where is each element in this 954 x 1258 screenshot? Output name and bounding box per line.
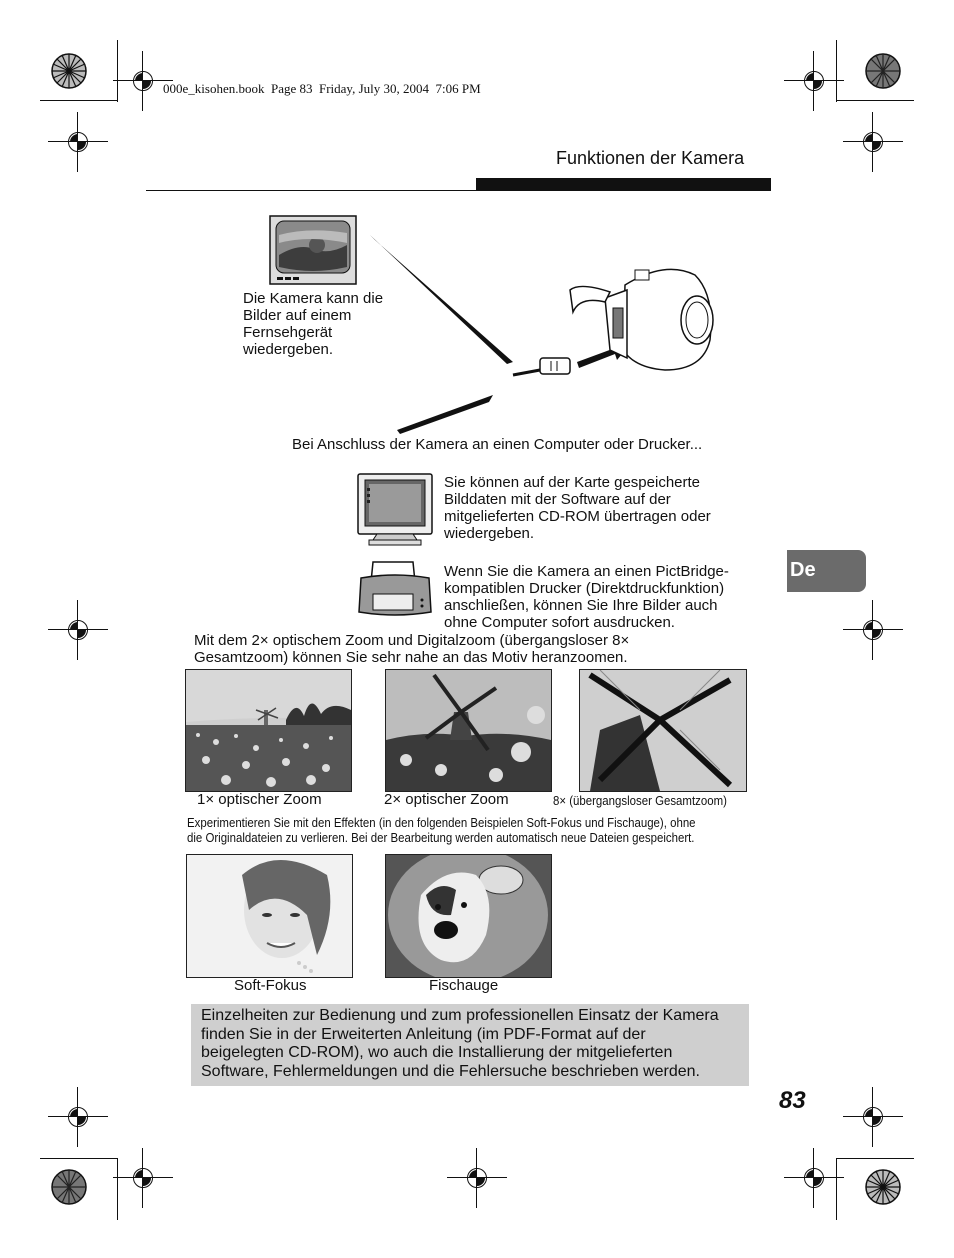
camera-connection-illustration <box>365 230 725 440</box>
language-tab-label: De <box>790 559 816 581</box>
caption-1x-zoom: 1× optischer Zoom <box>197 791 322 808</box>
registration-mark-icon <box>843 112 903 172</box>
file-info-line: 000e_kisohen.book Page 83 Friday, July 30, 2004 7:06 PM <box>163 81 481 96</box>
tv-caption: Die Kamera kann die Bilder auf einem Fernsehgerät wiedergeben. <box>243 290 384 358</box>
info-box <box>191 1004 749 1086</box>
registration-mark-icon <box>784 51 844 111</box>
registration-mark-icon <box>843 600 903 660</box>
section-title: Funktionen der Kamera <box>556 148 745 168</box>
header-bar <box>476 178 771 191</box>
page-number: 83 <box>779 1087 806 1114</box>
registration-mark-icon <box>48 112 108 172</box>
registration-mark-icon <box>447 1148 507 1208</box>
color-target-icon <box>864 52 902 90</box>
color-target-icon <box>50 1168 88 1206</box>
photo-2x-zoom <box>385 669 552 792</box>
photo-soft-focus <box>186 854 353 978</box>
computer-text: Sie können auf der Karte gespeicherte Bilddaten mit der Software auf der mitgelieferten CD-ROM übertragen oder wiedergeben. <box>444 474 711 542</box>
registration-mark-icon <box>784 1148 844 1208</box>
caption-2x-zoom: 2× optischer Zoom <box>384 791 509 808</box>
zoom-intro: Mit dem 2× optischem Zoom und Digitalzoom (übergangsloser 8× Gesamtzoom) können Sie sehr nahe an das Motiv heranzoomen. <box>194 632 630 666</box>
tv-icon <box>269 215 357 285</box>
registration-mark-icon <box>843 1087 903 1147</box>
printer-icon <box>355 560 435 620</box>
header-rule <box>146 190 476 191</box>
caption-soft-focus: Soft-Fokus <box>234 977 307 994</box>
language-tab <box>787 550 866 592</box>
color-target-icon <box>864 1168 902 1206</box>
color-target-icon <box>50 52 88 90</box>
photo-8x-zoom <box>579 669 747 792</box>
photo-fisheye <box>385 854 552 978</box>
caption-8x-zoom: 8× (übergangsloser Gesamtzoom) <box>553 793 727 808</box>
registration-mark-icon <box>48 600 108 660</box>
info-box-text: Einzelheiten zur Bedienung und zum professionellen Einsatz der Kamera finden Sie in der Erweiterten Anleitung (im PDF-Format auf der beigelegten CD-ROM), wo auch die Installierung der mitgelieferten Software, Fehlermeldungen und die Fehlersuche beschrieben werden. <box>201 1007 719 1080</box>
photo-1x-zoom <box>185 669 352 792</box>
effects-intro: Experimentieren Sie mit den Effekten (in den folgenden Beispielen Soft-Fokus und Fischauge), ohne die Originaldateien zu verlieren. Bei der Bearbeitung werden automatisch neue Dateien gespeichert. <box>187 815 696 845</box>
registration-mark-icon <box>48 1087 108 1147</box>
computer-monitor-icon <box>355 470 437 548</box>
caption-fisheye: Fischauge <box>429 977 499 994</box>
registration-mark-icon <box>113 1148 173 1208</box>
printer-text: Wenn Sie die Kamera an einen PictBridge- kompatiblen Drucker (Direktdruckfunktion) anschließen, können Sie Ihre Bilder auch ohne Computer sofort ausdrucken. <box>444 563 729 631</box>
connect-caption: Bei Anschluss der Kamera an einen Computer oder Drucker... <box>292 436 703 453</box>
